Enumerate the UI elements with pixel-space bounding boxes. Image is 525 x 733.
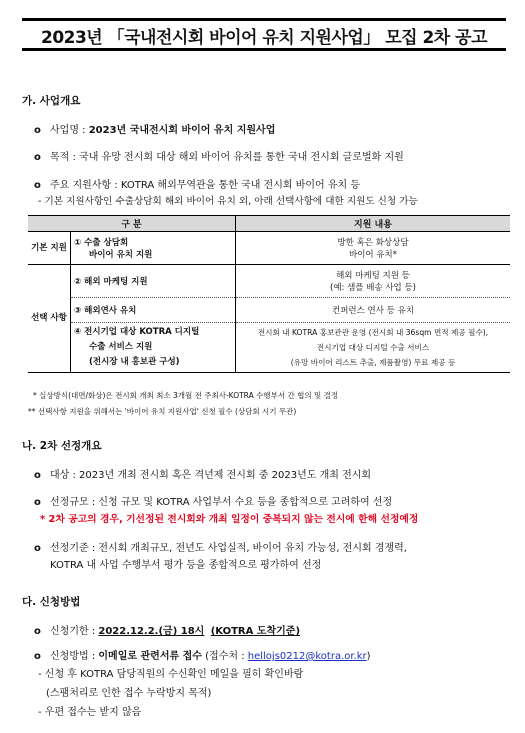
deadline-basis: (KOTRA 도착기준) [210,626,301,637]
selection-criteria-cont: KOTRA 내 사업 수행부서 평가 등을 종합적으로 평가하여 선정 [50,560,322,571]
deadline-date: 2022.12.2.(금) 18시 [98,626,205,637]
bullet-selection-scale: o 선정규모 : 신청 규모 및 KOTRA 사업부서 수요 등을 종합적으로 고려하여 선정 [34,497,393,508]
table-cell-item: ② 해외 마케팅 지원 [71,265,236,298]
page-title: 2023년 「국내전시회 바이어 유치 지원사업」 모집 2차 공고 [40,28,487,48]
table-cell-content: 컨퍼런스 연사 등 유치 [236,298,511,323]
bullet-purpose: o 목적 : 국내 유망 전시회 대상 해외 바이어 유치를 통한 국내 전시회 글로벌화 지원 [34,152,404,163]
contact-email-link[interactable]: hellojs0212@kotra.or.kr [247,651,367,662]
bullet-deadline: o 신청기한 : 2022.12.2.(금) 18시 (KOTRA 도착기준) [34,626,301,637]
table-cell-item: ① 수출 상담회 바이어 유치 지원 [71,232,236,265]
table-cell-item: ④ 전시기업 대상 KOTRA 디지털 수출 서비스 지원 (전시장 내 홍보관 구성) [71,323,236,373]
bullet-application-method: o 신청방법 : 이메일로 관련서류 접수 (접수처 : hellojs0212@kotra.or.kr) [34,651,371,662]
title-bottom-rule [22,48,506,51]
title-top-rule [22,18,506,21]
application-sub-3: - 우편 접수는 받지 않음 [38,707,142,718]
bullet-marker: o [34,470,41,481]
section-heading-application: 다. 신청방법 [22,596,81,608]
bullet-marker: o [34,626,41,637]
bullet-marker: o [34,651,41,662]
application-sub-2: (스팸처리로 인한 접수 누락방지 목적) [46,688,212,699]
support-sub-note: - 기본 지원사항인 수출상담회 해외 바이어 유치 외, 아래 선택사항에 대한 지원도 신청 가능 [38,196,418,207]
table-row [28,265,510,298]
bullet-marker: o [34,543,41,554]
table-footnote-2: ** 선택사항 지원을 위해서는 '바이어 유치 지원사업' 신청 필수 (상담회 시기 무관) [28,407,297,416]
support-table [28,215,510,373]
table-cell-item: ③ 해외연사 유치 [71,298,236,323]
section-heading-selection: 나. 2차 선정개요 [22,440,102,452]
bullet-selection-criteria: o 선정기준 : 전시회 개최규모, 전년도 사업실적, 바이어 유치 가능성, 전시회 경쟁력, [34,543,407,554]
application-sub-1: - 신청 후 KOTRA 담당직원의 수신확인 메일을 필히 확인바람 [38,669,304,680]
table-footnote-1: * 실상방식(대면/화상)은 전시회 개최 최소 3개월 전 주최사-KOTRA 수행부서 간 협의 및 결정 [33,391,339,400]
bullet-project-name: o 사업명 : 2023년 국내전시회 바이어 유치 지원사업 [34,125,276,136]
bullet-target: o 대상 : 2023년 개최 전시회 혹은 격년제 전시회 중 2023년도 개최 전시회 [34,470,372,481]
table-cell-content: 해외 마케팅 지원 등 (예: 샘플 배송 사업 등) [236,265,511,298]
selection-notice: * 2차 공고의 경우, 기선정된 전시회와 개최 일정이 중복되지 않는 전시에 한해 선정예정 [40,514,419,525]
bullet-main-support: o 주요 지원사항 : KOTRA 해외무역관을 통한 국내 전시회 바이어 유치 등 [34,180,361,191]
table-header-content: 지원 내용 [236,216,511,232]
table-row [28,232,510,265]
bullet-marker: o [34,180,41,191]
bullet-marker: o [34,125,41,136]
table-cell-content: 방한 혹은 화상상담 바이어 유치* [236,232,511,265]
table-header-category: 구 분 [28,216,236,232]
table-group-optional: 선택 사항 [28,265,71,373]
table-row [28,298,510,323]
bullet-marker: o [34,152,41,163]
table-group-basic: 기본 지원 [28,232,71,265]
table-cell-content: 전시회 내 KOTRA 홍보관관 운영 (전시회 내 36sqm 면적 제공 필수), 전시기업 대상 디지털 수출 서비스 (유망 바이어 리스트 추출, 제품촬영) 무료 제공 등 [236,323,511,373]
table-row [28,323,510,373]
section-heading-overview: 가. 사업개요 [22,95,81,107]
bullet-marker: o [34,497,41,508]
